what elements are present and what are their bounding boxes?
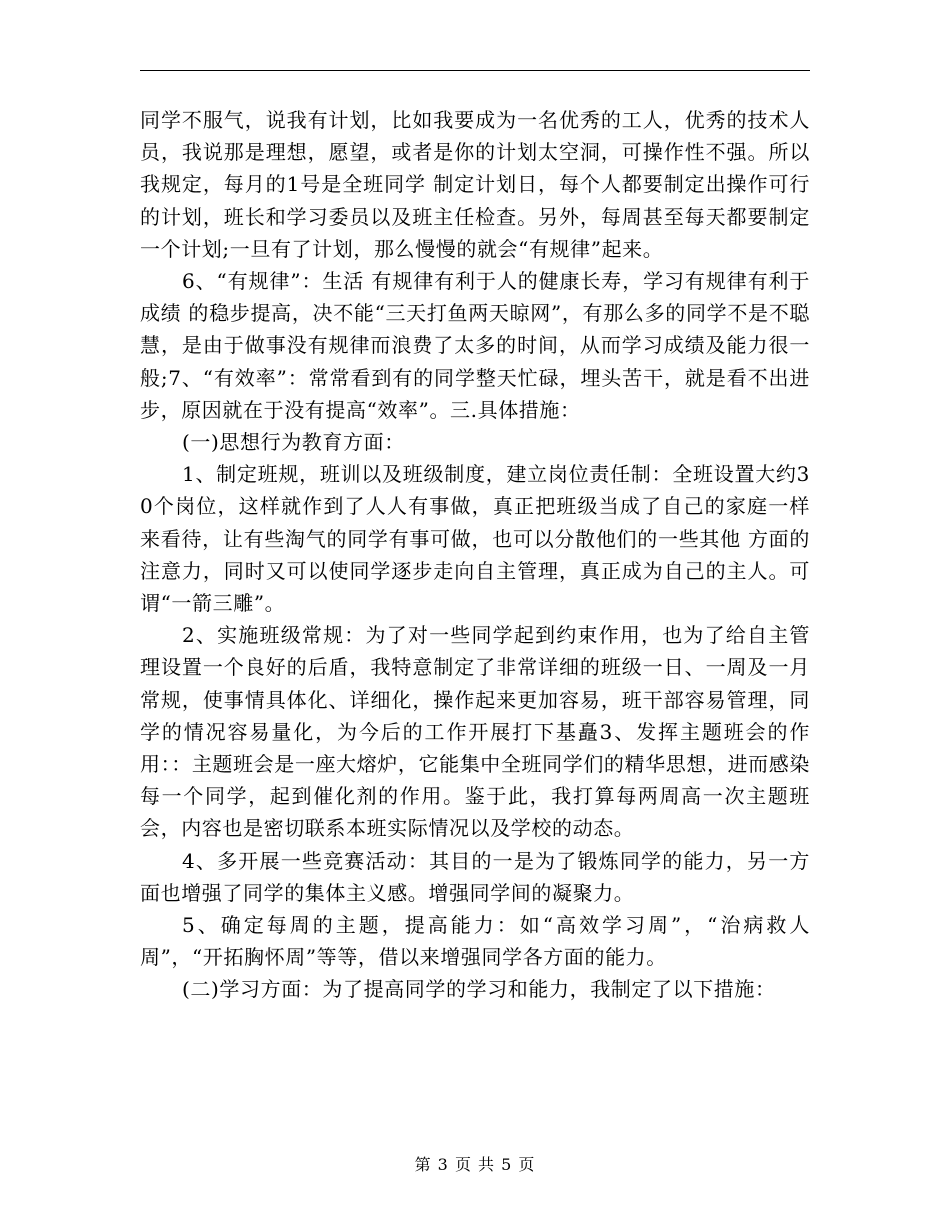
page-number: 第 3 页 共 5 页	[414, 1155, 536, 1174]
body-text	[140, 104, 810, 1006]
paragraph: 同学不服气，说我有计划，比如我要成为一名优秀的工人，优秀的技术人员，我说那是理想，愿望，或者是你的计划太空洞，可操作性不强。所以我规定，每月的1号是全班同学 制定计划日，每个人都要制定出操作可行的计划，班长和学习委员以及班主任检查。另外，每周甚至每天都要制定一个计划;一旦有了计划，那么慢慢的就会“有规律”起来。	[140, 108, 810, 261]
header-rule	[140, 70, 810, 71]
paragraph: 2、实施班级常规：为了对一些同学起到约束作用，也为了给自主管理设置一个良好的后盾，我特意制定了非常详细的班级一日、一周及一月常规，使事情具体化、详细化，操作起来更加容易，班干部容易管理，同学的情况容易量化，为今后的工作开展打下基矗3、发挥主题班会的作用：：主题班会是一座大熔炉，它能集中全班同学们的精华思想，进而感染每一个同学，起到催化剂的作用。鉴于此，我打算每两周高一次主题班会，内容也是密切联系本班实际情况以及学校的动态。	[140, 623, 810, 841]
section-heading: (一)思想行为教育方面：	[182, 430, 405, 455]
paragraph: 1、制定班规，班训以及班级制度，建立岗位责任制：全班设置大约30个岗位，这样就作到了人人有事做，真正把班级当成了自己的家庭一样来看待，让有些淘气的同学有事可做，也可以分散他们的一些其他 方面的注意力，同时又可以使同学逐步走向自主管理，真正成为自己的主人。可谓“一箭三雕”。	[140, 462, 810, 616]
paragraph: (二)学习方面：为了提高同学的学习和能力，我制定了以下措施：	[182, 977, 776, 1002]
paragraph: 5、确定每周的主题，提高能力：如“高效学习周”，“治病救人周”，“开拓胸怀周”等等，借以来增强同学各方面的能力。	[140, 913, 810, 970]
paragraph: 4、多开展一些竞赛活动：其目的一是为了锻炼同学的能力，另一方面也增强了同学的集体主义感。增强同学间的凝聚力。	[140, 848, 810, 905]
paragraph: 6、“有规律”：生活 有规律有利于人的健康长寿，学习有规律有利于成绩 的稳步提高，决不能“三天打鱼两天晾网”，有那么多的同学不是不聪慧，是由于做事没有规律而浪费了太多的时间，从而学习成绩及能力很一般;7、“有效率”：常常看到有的同学整天忙碌，埋头苦干，就是看不出进步，原因就在于没有提高“效率”。三.具体措施：	[140, 269, 810, 422]
